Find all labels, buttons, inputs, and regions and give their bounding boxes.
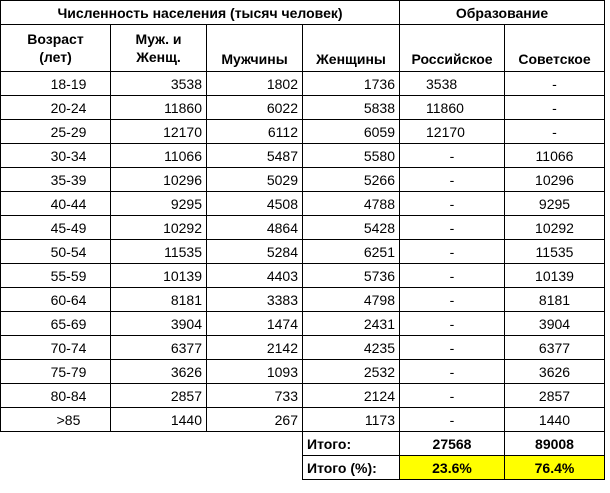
soviet-cell: 9295: [505, 192, 605, 216]
header-row-1: [1, 1, 605, 25]
table-row: [1, 336, 605, 360]
men-cell: 6112: [207, 120, 303, 144]
population-title: Численность населения (тысяч человек): [1, 1, 400, 25]
men-header: Мужчины: [207, 25, 303, 72]
women-cell: 1173: [303, 408, 400, 432]
table-row: [1, 144, 605, 168]
age-cell: 55-59: [1, 264, 111, 288]
totals-label: Итого:: [303, 432, 400, 456]
russian-cell: -: [400, 168, 505, 192]
soviet-cell: -: [505, 96, 605, 120]
age-cell: 35-39: [1, 168, 111, 192]
age-cell: 30-34: [1, 144, 111, 168]
totals-russian: 27568: [400, 432, 505, 456]
soviet-cell: 6377: [505, 336, 605, 360]
soviet-cell: -: [505, 72, 605, 96]
russian-cell: -: [400, 240, 505, 264]
women-cell: 6251: [303, 240, 400, 264]
russian-cell: -: [400, 192, 505, 216]
table-row: [1, 120, 605, 144]
soviet-cell: 10139: [505, 264, 605, 288]
percent-soviet: 76.4%: [505, 456, 605, 480]
header-row-2: [1, 25, 605, 72]
age-cell: 65-69: [1, 312, 111, 336]
russian-cell: -: [400, 360, 505, 384]
russian-cell: -: [400, 384, 505, 408]
russian-cell: -: [400, 288, 505, 312]
women-cell: 1736: [303, 72, 400, 96]
age-header: Возраст (лет): [1, 25, 111, 72]
total-cell: 8181: [111, 288, 207, 312]
women-cell: 4788: [303, 192, 400, 216]
totals-row: [1, 432, 605, 456]
age-cell: >85: [1, 408, 111, 432]
soviet-cell: 3904: [505, 312, 605, 336]
soviet-cell: 1440: [505, 408, 605, 432]
russian-cell: -: [400, 216, 505, 240]
women-cell: 2532: [303, 360, 400, 384]
percent-row: [1, 456, 605, 480]
soviet-cell: 2857: [505, 384, 605, 408]
men-cell: 2142: [207, 336, 303, 360]
age-cell: 25-29: [1, 120, 111, 144]
men-cell: 6022: [207, 96, 303, 120]
soviet-cell: 3626: [505, 360, 605, 384]
russian-cell: -: [400, 264, 505, 288]
russian-cell: -: [400, 408, 505, 432]
total-header: Муж. и Женщ.: [111, 25, 207, 72]
total-cell: 11860: [111, 96, 207, 120]
women-header: Женщины: [303, 25, 400, 72]
age-cell: 75-79: [1, 360, 111, 384]
soviet-cell: 11535: [505, 240, 605, 264]
education-title: Образование: [400, 1, 605, 25]
total-cell: 11066: [111, 144, 207, 168]
age-cell: 18-19: [1, 72, 111, 96]
table-row: [1, 192, 605, 216]
age-cell: 50-54: [1, 240, 111, 264]
percent-russian: 23.6%: [400, 456, 505, 480]
men-cell: 733: [207, 384, 303, 408]
total-cell: 10292: [111, 216, 207, 240]
total-cell: 10296: [111, 168, 207, 192]
total-cell: 10139: [111, 264, 207, 288]
total-cell: 11535: [111, 240, 207, 264]
russian-cell: 12170: [400, 120, 505, 144]
table-row: [1, 408, 605, 432]
total-cell: 1440: [111, 408, 207, 432]
women-cell: 6059: [303, 120, 400, 144]
percent-label: Итого (%):: [303, 456, 400, 480]
women-cell: 4235: [303, 336, 400, 360]
men-cell: 5284: [207, 240, 303, 264]
table-row: [1, 216, 605, 240]
soviet-cell: 11066: [505, 144, 605, 168]
women-cell: 2431: [303, 312, 400, 336]
men-cell: 4403: [207, 264, 303, 288]
data-rows: [1, 72, 605, 432]
totals-spacer: [1, 432, 303, 456]
age-cell: 20-24: [1, 96, 111, 120]
women-cell: 5580: [303, 144, 400, 168]
total-cell: 3538: [111, 72, 207, 96]
table-row: [1, 384, 605, 408]
russian-cell: -: [400, 144, 505, 168]
women-cell: 4798: [303, 288, 400, 312]
age-cell: 40-44: [1, 192, 111, 216]
soviet-cell: -: [505, 120, 605, 144]
table-row: [1, 360, 605, 384]
men-cell: 1802: [207, 72, 303, 96]
age-cell: 45-49: [1, 216, 111, 240]
soviet-header: Советское: [505, 25, 605, 72]
men-cell: 3383: [207, 288, 303, 312]
men-cell: 4864: [207, 216, 303, 240]
age-cell: 80-84: [1, 384, 111, 408]
russian-cell: 3538: [400, 72, 505, 96]
total-cell: 3904: [111, 312, 207, 336]
table-row: [1, 240, 605, 264]
totals-soviet: 89008: [505, 432, 605, 456]
russian-cell: 11860: [400, 96, 505, 120]
total-cell: 12170: [111, 120, 207, 144]
soviet-cell: 8181: [505, 288, 605, 312]
men-cell: 1474: [207, 312, 303, 336]
men-cell: 267: [207, 408, 303, 432]
women-cell: 2124: [303, 384, 400, 408]
table-row: [1, 72, 605, 96]
age-cell: 60-64: [1, 288, 111, 312]
table-row: [1, 168, 605, 192]
soviet-cell: 10296: [505, 168, 605, 192]
table-row: [1, 264, 605, 288]
total-cell: 2857: [111, 384, 207, 408]
women-cell: 5266: [303, 168, 400, 192]
table-row: [1, 312, 605, 336]
total-cell: 6377: [111, 336, 207, 360]
russian-header: Российское: [400, 25, 505, 72]
women-cell: 5428: [303, 216, 400, 240]
percent-spacer: [1, 456, 303, 480]
men-cell: 4508: [207, 192, 303, 216]
table-row: [1, 288, 605, 312]
russian-cell: -: [400, 312, 505, 336]
total-cell: 9295: [111, 192, 207, 216]
men-cell: 1093: [207, 360, 303, 384]
women-cell: 5838: [303, 96, 400, 120]
soviet-cell: 10292: [505, 216, 605, 240]
russian-cell: -: [400, 336, 505, 360]
women-cell: 5736: [303, 264, 400, 288]
age-cell: 70-74: [1, 336, 111, 360]
men-cell: 5487: [207, 144, 303, 168]
total-cell: 3626: [111, 360, 207, 384]
men-cell: 5029: [207, 168, 303, 192]
table-row: [1, 96, 605, 120]
